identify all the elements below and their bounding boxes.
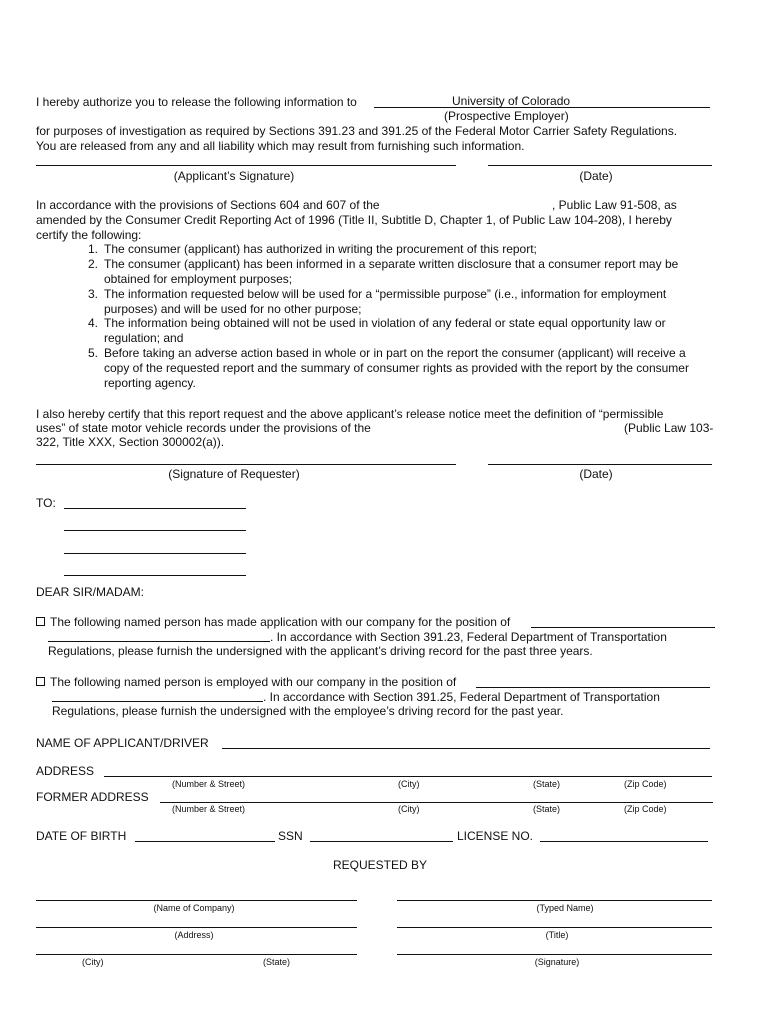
option-employee-text-3: Regulations, please furnish the undersigned with the employee’s driving record for the past year.	[52, 704, 564, 718]
prospective-employer-caption: (Prospective Employer)	[444, 109, 569, 123]
list-item-number: 5.	[87, 346, 98, 360]
list-item-text: copy of the requested report and the summary of consumer rights as provided with the report by the consumer	[104, 361, 689, 375]
checkbox-icon[interactable]	[36, 617, 45, 626]
requester-signature-line[interactable]	[36, 464, 456, 465]
dob-label: DATE OF BIRTH	[36, 829, 127, 843]
former-street-caption: (Number & Street)	[172, 804, 246, 814]
to-label: TO:	[36, 496, 56, 510]
requester-date-line[interactable]	[488, 464, 712, 465]
dob-field[interactable]	[135, 841, 275, 842]
employee-position-line-2[interactable]	[52, 701, 263, 702]
accordance-text-1b: , Public Law 91-508, as	[552, 198, 677, 212]
address-street-caption: (Number & Street)	[172, 779, 246, 789]
option-employee[interactable]	[36, 675, 456, 689]
former-address-field[interactable]	[160, 802, 713, 803]
company-address-caption: (Address)	[174, 930, 214, 940]
title-field[interactable]	[397, 927, 712, 928]
applicant-signature-label: (Applicant’s Signature)	[173, 169, 295, 183]
applicant-signature-line[interactable]	[36, 165, 456, 166]
option-applicant[interactable]	[36, 615, 510, 629]
salutation: DEAR SIR/MADAM:	[36, 585, 145, 599]
list-item-number: 1.	[87, 242, 98, 256]
company-city-state-field[interactable]	[36, 954, 357, 955]
former-state-caption: (State)	[533, 804, 561, 814]
former-city-caption: (City)	[398, 804, 420, 814]
typed-name-caption: (Typed Name)	[536, 903, 594, 913]
list-item-number: 2.	[87, 257, 98, 271]
to-line-3[interactable]	[64, 553, 246, 554]
applicant-name-label: NAME OF APPLICANT/DRIVER	[36, 736, 209, 750]
list-item-text: The information being obtained will not be used in violation of any federal or state equal opportunity law or	[104, 316, 666, 330]
certify-text-3: 322, Title XXX, Section 300002(a)).	[36, 435, 225, 449]
typed-name-field[interactable]	[397, 900, 712, 901]
signature-caption: (Signature)	[534, 957, 580, 967]
to-line-4[interactable]	[64, 575, 246, 576]
requested-by-heading: REQUESTED BY	[332, 858, 428, 872]
company-name-field[interactable]	[36, 900, 357, 901]
list-item-text: purposes) and will be used for no other purpose;	[104, 302, 362, 316]
address-state-caption: (State)	[533, 779, 561, 789]
company-address-field[interactable]	[36, 927, 357, 928]
option-applicant-text-3: Regulations, please furnish the undersigned with the applicant’s driving record for the past three years.	[48, 644, 593, 658]
accordance-text-3: certify the following:	[36, 228, 142, 242]
applicant-date-label: (Date)	[579, 169, 613, 183]
list-item-text: regulation; and	[104, 331, 184, 345]
company-city-caption: (City)	[82, 957, 104, 967]
liability-release-text: You are released from any and all liability which may result from furnishing such information.	[36, 139, 525, 153]
to-line-2[interactable]	[64, 530, 246, 531]
applicant-position-line-2[interactable]	[48, 641, 270, 642]
list-item-text: The consumer (applicant) has been informed in a separate written disclosure that a consumer report may be	[104, 257, 679, 271]
authorization-text: I hereby authorize you to release the following information to	[36, 95, 357, 109]
license-field[interactable]	[540, 841, 708, 842]
employee-position-line[interactable]	[476, 687, 710, 688]
title-caption: (Title)	[545, 930, 569, 940]
address-zip-caption: (Zip Code)	[624, 779, 667, 789]
prospective-employer-value: University of Colorado	[452, 94, 571, 108]
ssn-label: SSN	[278, 829, 303, 843]
list-item-text: The consumer (applicant) has authorized in writing the procurement of this report;	[104, 242, 537, 256]
authorization-purpose-text: for purposes of investigation as required by Sections 391.23 and 391.25 of the Federal Motor Carrier Safety Regulations.	[36, 124, 678, 138]
checkbox-icon[interactable]	[36, 677, 45, 686]
company-name-caption: (Name of Company)	[153, 903, 235, 913]
ssn-field[interactable]	[310, 841, 453, 842]
list-item-number: 3.	[87, 287, 98, 301]
signature-field[interactable]	[397, 954, 712, 955]
option-applicant-text: The following named person has made application with our company for the position of	[50, 615, 511, 629]
accordance-text-1a: In accordance with the provisions of Sections 604 and 607 of the	[36, 198, 380, 212]
license-label: LICENSE NO.	[457, 829, 534, 843]
applicant-position-line[interactable]	[531, 627, 715, 628]
list-item-text: The information requested below will be used for a “permissible purpose” (i.e., information for employment	[104, 287, 667, 301]
accordance-text-2: amended by the Consumer Credit Reporting Act of 1996 (Title II, Subtitle D, Chapter 1, of Public Law 104-208), I hereby	[36, 213, 672, 227]
list-item-text: obtained for employment purposes;	[104, 272, 293, 286]
address-label: ADDRESS	[36, 764, 95, 778]
list-item-number: 4.	[87, 316, 98, 330]
option-employee-text-2: . In accordance with Section 391.25, Federal Department of Transportation	[263, 690, 660, 704]
option-applicant-text-2: . In accordance with Section 391.23, Federal Department of Transportation	[270, 630, 667, 644]
requester-date-label: (Date)	[579, 467, 613, 481]
certify-text-2b: (Public Law 103-	[624, 421, 714, 435]
company-state-caption: (State)	[263, 957, 291, 967]
list-item-text: reporting agency.	[104, 376, 196, 390]
certify-text-2a: uses” of state motor vehicle records under the provisions of the	[36, 421, 371, 435]
applicant-name-field[interactable]	[222, 748, 710, 749]
address-field[interactable]	[104, 776, 712, 777]
former-zip-caption: (Zip Code)	[624, 804, 667, 814]
former-address-label: FORMER ADDRESS	[36, 790, 149, 804]
to-line-1[interactable]	[64, 508, 246, 509]
address-city-caption: (City)	[398, 779, 420, 789]
list-item-text: Before taking an adverse action based in whole or in part on the report the consumer (applicant) will receive a	[104, 346, 686, 360]
requester-signature-label: (Signature of Requester)	[168, 467, 300, 481]
applicant-date-line[interactable]	[488, 165, 712, 166]
certify-text-1: I also hereby certify that this report request and the above applicant’s release notice meet the definition of “permissible	[36, 407, 664, 421]
option-employee-text: The following named person is employed with our company in the position of	[50, 675, 457, 689]
